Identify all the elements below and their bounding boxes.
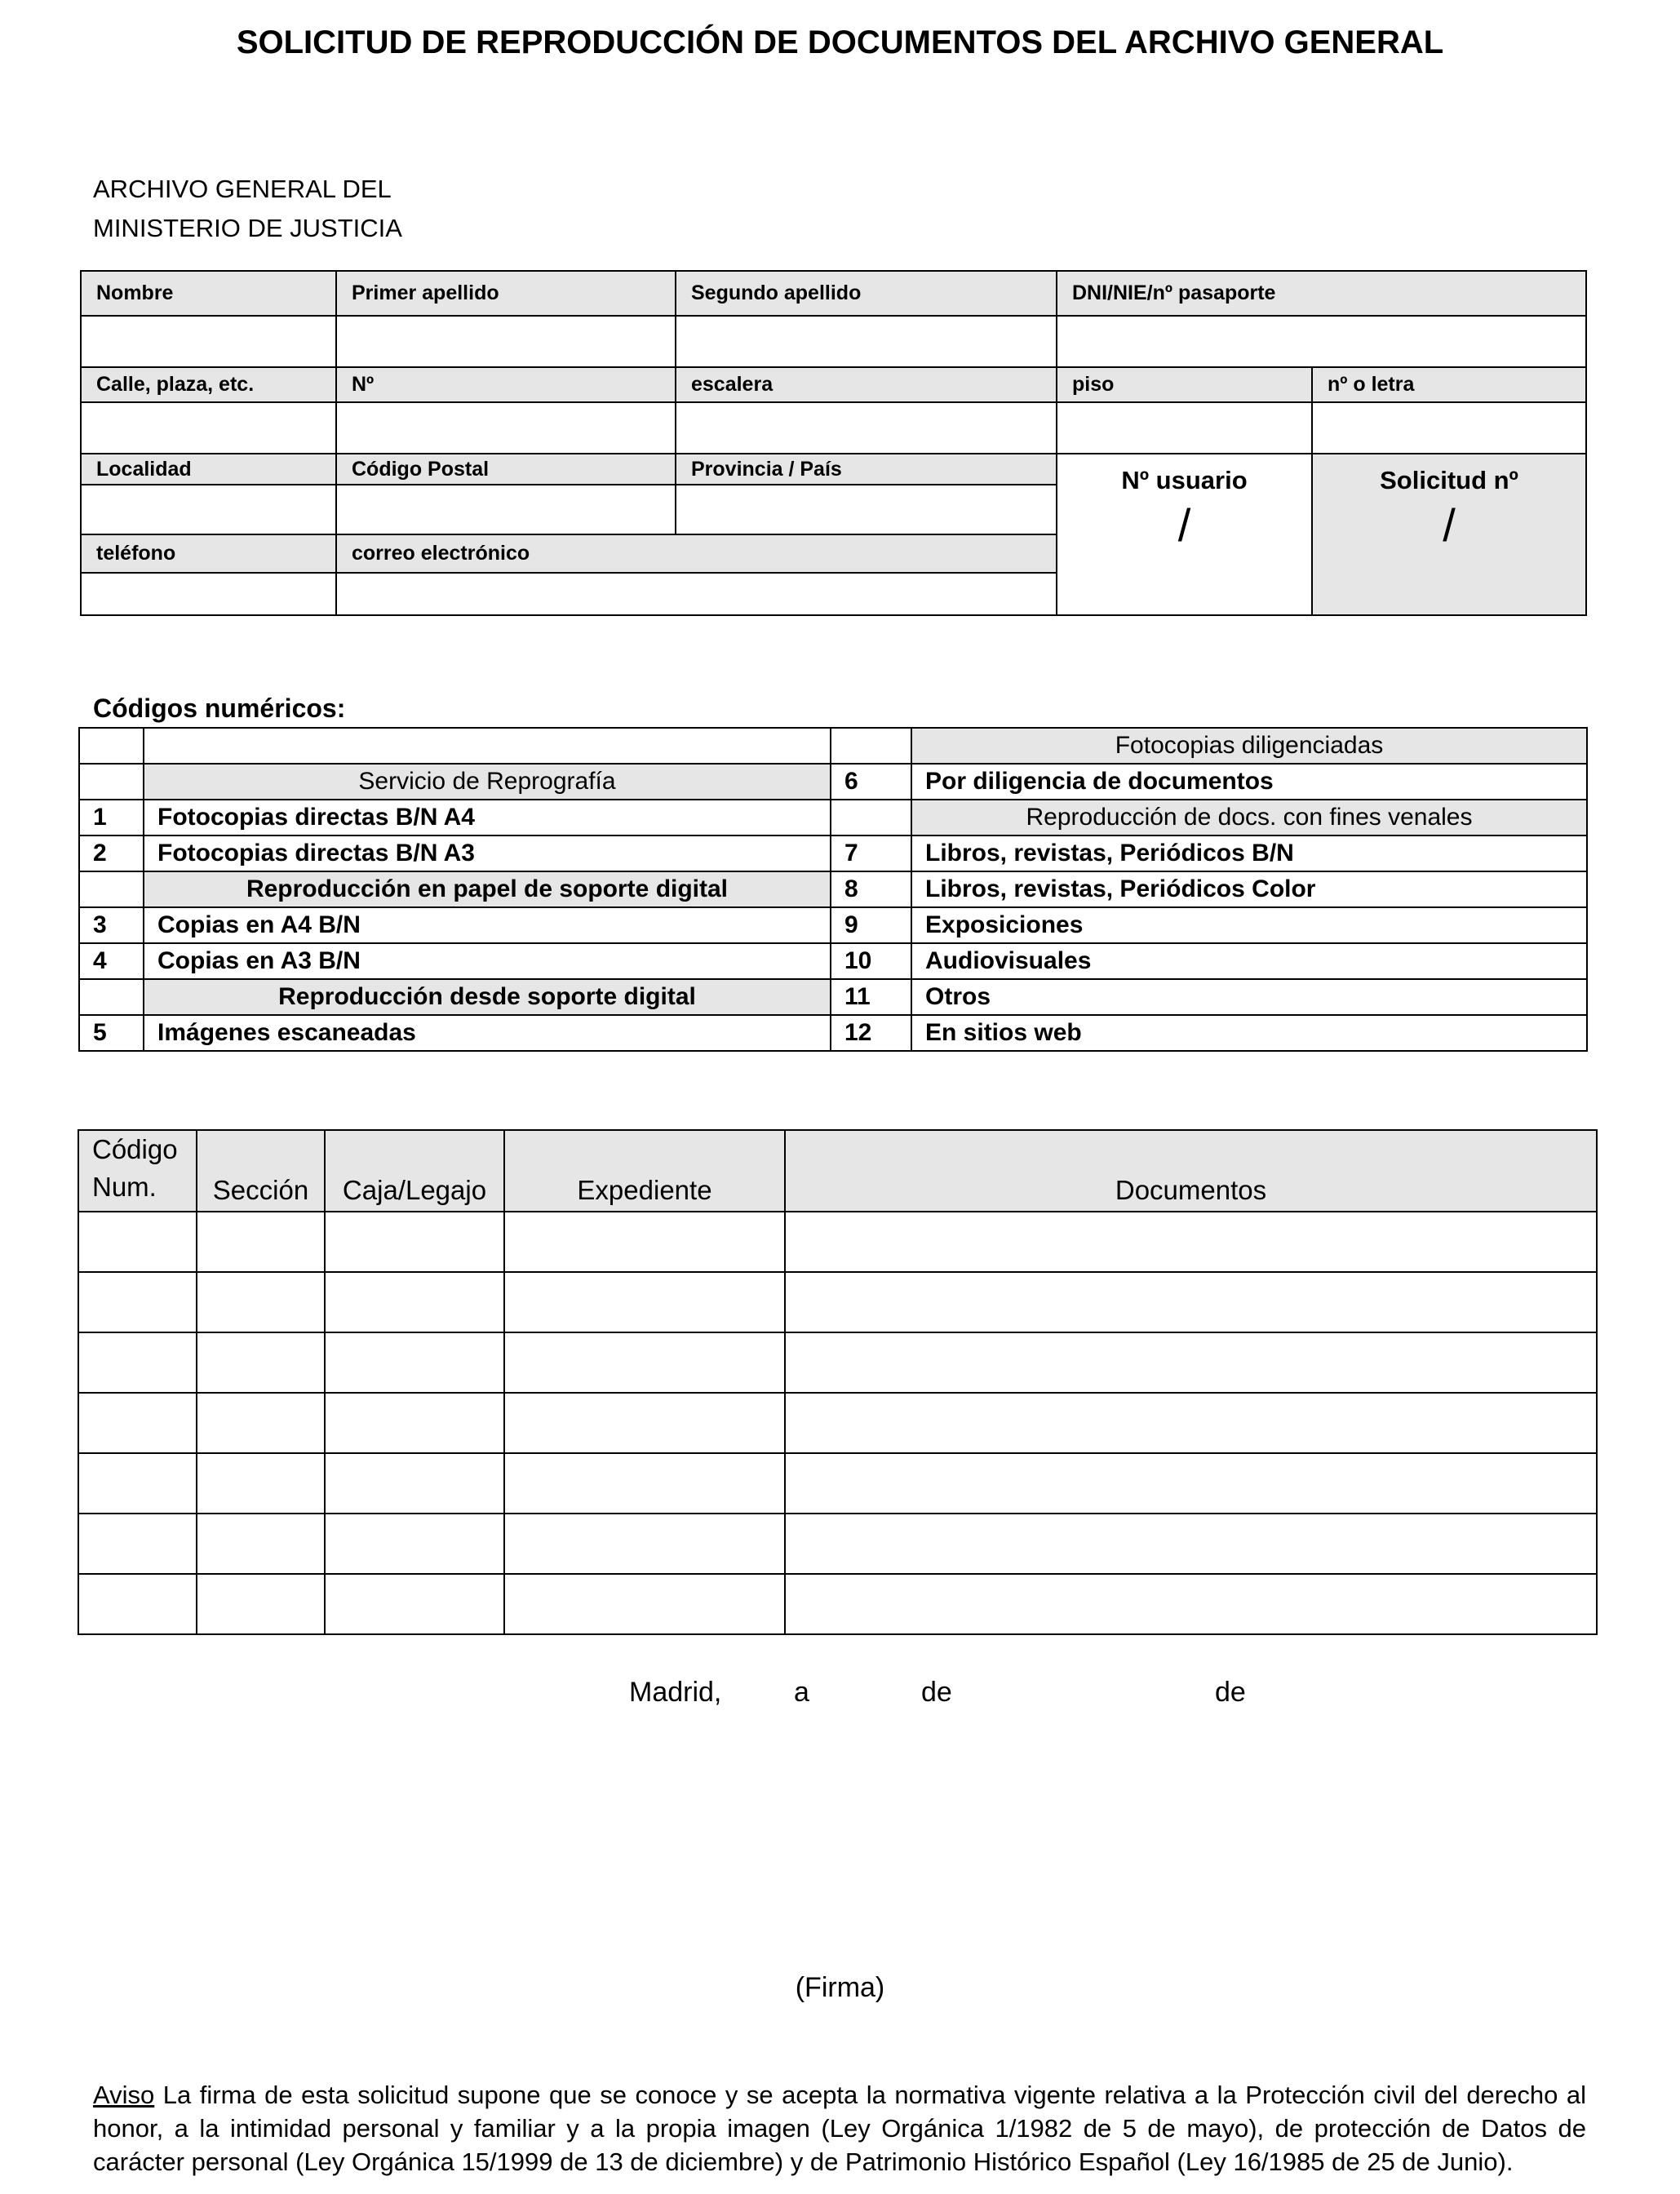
field-primer-apellido[interactable] [336, 316, 676, 367]
notice-label: Aviso [93, 2081, 155, 2109]
code-label: En sitios web [911, 1015, 1587, 1051]
table-row [78, 1574, 1597, 1634]
code-num: 3 [79, 907, 144, 943]
code-num: 10 [831, 943, 911, 979]
cell-caja[interactable] [325, 1514, 504, 1574]
cell-caja[interactable] [325, 1453, 504, 1514]
cell-caja[interactable] [325, 1332, 504, 1393]
organization-line-1: ARCHIVO GENERAL DEL [93, 175, 392, 203]
code-num: 11 [831, 979, 911, 1015]
signature-label: (Firma) [795, 1972, 885, 2003]
code-num: 5 [79, 1015, 144, 1051]
cell-caja[interactable] [325, 1393, 504, 1453]
code-label: Fotocopias directas B/N A4 [144, 800, 831, 835]
code-num: 9 [831, 907, 911, 943]
code-label: Imágenes escaneadas [144, 1015, 831, 1051]
cell-codigo[interactable] [78, 1332, 197, 1393]
codes-heading: Códigos numéricos: [93, 694, 346, 723]
cell-documentos[interactable] [785, 1393, 1597, 1453]
code-label: Copias en A4 B/N [144, 907, 831, 943]
code-label: Copias en A3 B/N [144, 943, 831, 979]
code-label: Fotocopias directas B/N A3 [144, 835, 831, 871]
label-nombre: Nombre [81, 271, 336, 316]
cell-seccion[interactable] [197, 1574, 325, 1634]
code-label: Libros, revistas, Periódicos B/N [911, 835, 1587, 871]
field-segundo-apellido[interactable] [676, 316, 1057, 367]
solicitud-label: Solicitud nº [1380, 466, 1518, 494]
notice-text: La firma de esta solicitud supone que se conoce y se acepta la normativa vigente relativa a la Protección civil del derecho al honor, a la intimidad personal y familiar y a la propia imagen (Ley Orgánica 1/1982 de 5 de mayo), de protección de Datos de carácter personal (Ley Orgánica 15/1999 de 13 de diciembre) y de Patrimonio Histórico Español (Ley 16/1985 de 25 de Junio). [93, 2081, 1586, 2176]
code-section: Reproducción de docs. con fines venales [911, 800, 1587, 835]
cell-documentos[interactable] [785, 1453, 1597, 1514]
date-a: a [794, 1677, 809, 1708]
field-calle[interactable] [81, 402, 336, 454]
cell-codigo[interactable] [78, 1272, 197, 1332]
usuario-box [1057, 454, 1312, 615]
code-num: 1 [79, 800, 144, 835]
code-section: Reproducción en papel de soporte digital [144, 871, 831, 907]
cell-expediente[interactable] [504, 1332, 785, 1393]
documents-table [78, 1129, 1598, 1635]
field-dni[interactable] [1057, 316, 1586, 367]
table-row [78, 1272, 1597, 1332]
cell-seccion[interactable] [197, 1332, 325, 1393]
cell-seccion[interactable] [197, 1393, 325, 1453]
label-piso: piso [1057, 367, 1312, 402]
cell-expediente[interactable] [504, 1212, 785, 1272]
label-numero: Nº [336, 367, 676, 402]
cell-expediente[interactable] [504, 1393, 785, 1453]
organization-name [93, 170, 402, 248]
cell-seccion[interactable] [197, 1272, 325, 1332]
label-correo: correo electrónico [336, 534, 1057, 573]
cell-caja[interactable] [325, 1574, 504, 1634]
code-label: Por diligencia de documentos [911, 764, 1587, 800]
code-label: Libros, revistas, Periódicos Color [911, 871, 1587, 907]
cell-codigo[interactable] [78, 1212, 197, 1272]
field-telefono[interactable] [81, 573, 336, 615]
field-localidad[interactable] [81, 485, 336, 534]
header-documentos: Documentos [785, 1130, 1597, 1212]
cell-documentos[interactable] [785, 1212, 1597, 1272]
code-label: Exposiciones [911, 907, 1587, 943]
label-codigo-postal: Código Postal [336, 454, 676, 485]
label-escalera: escalera [676, 367, 1057, 402]
header-expediente: Expediente [504, 1130, 785, 1212]
cell-documentos[interactable] [785, 1272, 1597, 1332]
code-label: Otros [911, 979, 1587, 1015]
code-num: 6 [831, 764, 911, 800]
date-de-1: de [921, 1677, 952, 1708]
table-row [78, 1514, 1597, 1574]
field-piso[interactable] [1057, 402, 1312, 454]
cell-caja[interactable] [325, 1212, 504, 1272]
code-num: 2 [79, 835, 144, 871]
legal-notice [93, 2078, 1586, 2178]
label-segundo-apellido: Segundo apellido [676, 271, 1057, 316]
field-correo[interactable] [336, 573, 1057, 615]
usuario-slash: / [1177, 499, 1191, 551]
cell-caja[interactable] [325, 1272, 504, 1332]
label-localidad: Localidad [81, 454, 336, 485]
field-codigo-postal[interactable] [336, 485, 676, 534]
label-telefono: teléfono [81, 534, 336, 573]
cell-seccion[interactable] [197, 1453, 325, 1514]
codes-table [78, 727, 1588, 1052]
code-section: Reproducción desde soporte digital [144, 979, 831, 1015]
cell-documentos[interactable] [785, 1514, 1597, 1574]
cell-documentos[interactable] [785, 1574, 1597, 1634]
organization-line-2: MINISTERIO DE JUSTICIA [93, 214, 402, 242]
cell-expediente[interactable] [504, 1453, 785, 1514]
left-header: Servicio de Reprografía [144, 764, 831, 800]
header-seccion: Sección [197, 1130, 325, 1212]
field-letra[interactable] [1312, 402, 1586, 454]
code-num: 4 [79, 943, 144, 979]
cell-codigo[interactable] [78, 1393, 197, 1453]
table-row [78, 1212, 1597, 1272]
date-city: Madrid, [629, 1677, 722, 1708]
form-title: SOLICITUD DE REPRODUCCIÓN DE DOCUMENTOS DEL ARCHIVO GENERAL [236, 24, 1444, 60]
cell-expediente[interactable] [504, 1272, 785, 1332]
field-provincia[interactable] [676, 485, 1057, 534]
label-dni: DNI/NIE/nº pasaporte [1057, 271, 1586, 316]
code-label: Audiovisuales [911, 943, 1587, 979]
cell-seccion[interactable] [197, 1212, 325, 1272]
usuario-label: Nº usuario [1121, 466, 1248, 494]
solicitud-box [1312, 454, 1586, 615]
table-row [78, 1453, 1597, 1514]
cell-documentos[interactable] [785, 1332, 1597, 1393]
cell-codigo[interactable] [78, 1574, 197, 1634]
field-nombre[interactable] [81, 316, 336, 367]
code-num: 12 [831, 1015, 911, 1051]
field-escalera[interactable] [676, 402, 1057, 454]
code-num: 8 [831, 871, 911, 907]
date-de-2: de [1215, 1677, 1246, 1708]
header-codigo-num: Código Num. [78, 1130, 197, 1212]
code-num: 7 [831, 835, 911, 871]
header-caja-legajo: Caja/Legajo [325, 1130, 504, 1212]
label-provincia: Provincia / País [676, 454, 1057, 485]
cell-expediente[interactable] [504, 1514, 785, 1574]
right-header: Fotocopias diligenciadas [911, 728, 1587, 764]
label-calle: Calle, plaza, etc. [81, 367, 336, 402]
label-primer-apellido: Primer apellido [336, 271, 676, 316]
personal-data-table [80, 270, 1587, 616]
cell-codigo[interactable] [78, 1453, 197, 1514]
solicitud-slash: / [1443, 499, 1456, 551]
table-row [78, 1332, 1597, 1393]
cell-seccion[interactable] [197, 1514, 325, 1574]
cell-codigo[interactable] [78, 1514, 197, 1574]
label-letra: nº o letra [1312, 367, 1586, 402]
field-numero[interactable] [336, 402, 676, 454]
cell-expediente[interactable] [504, 1574, 785, 1634]
table-row [78, 1393, 1597, 1453]
